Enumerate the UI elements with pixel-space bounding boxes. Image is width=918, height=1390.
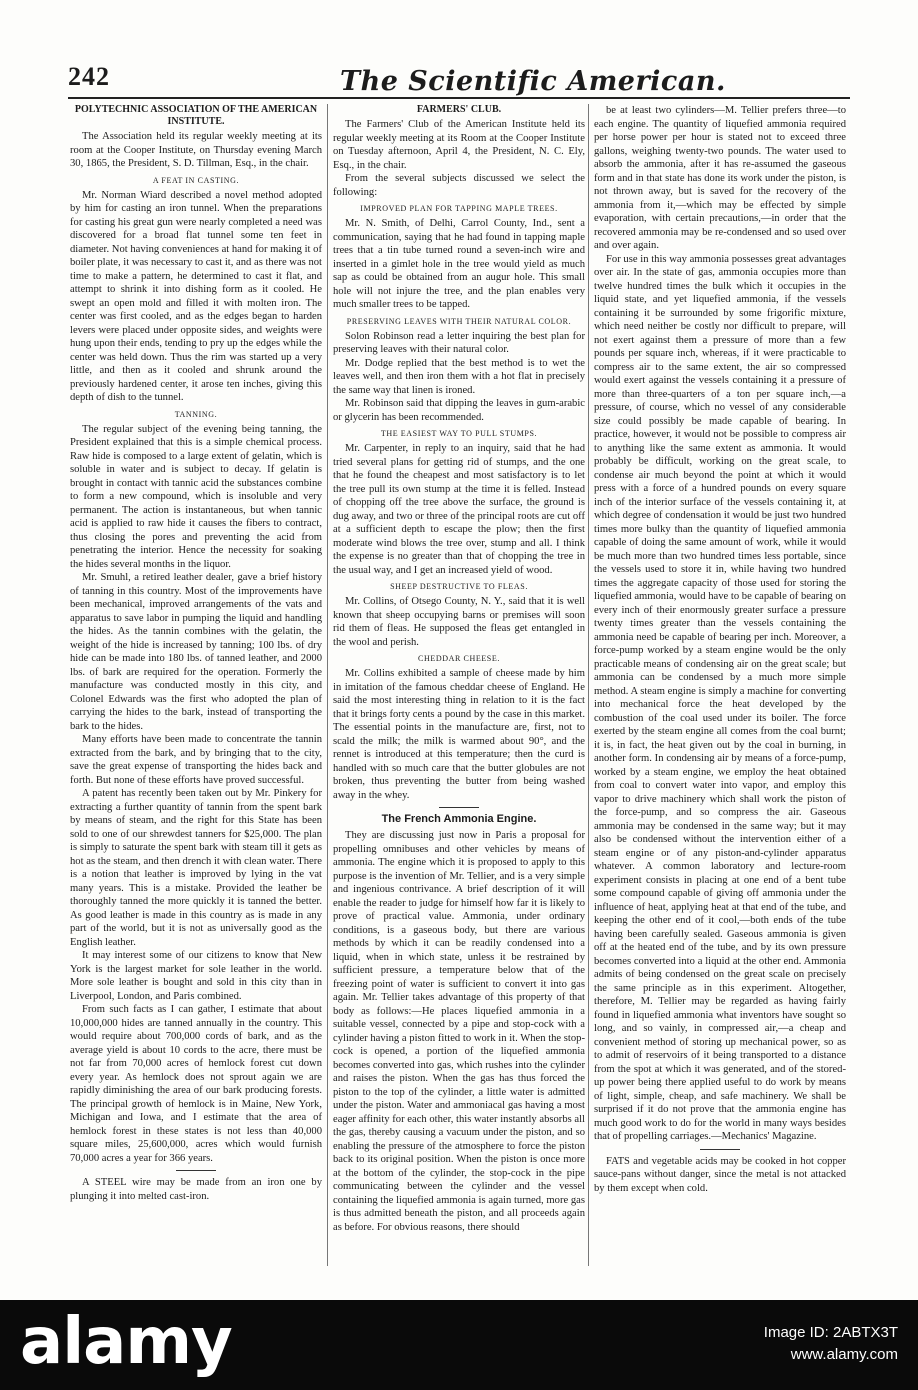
header-rule	[68, 97, 850, 99]
paragraph: Mr. Smuhl, a retired leather dealer, gave a brief history of tanning in this country. Most of the improvements have been mechanical, improved arrangements of the vats and apparatus to save labor in pumping the liquid and handling the hides. As the tannin combines with the gelatin, the weight of the hide is increased by tanning; 100 lbs. of dry hide can be made into 180 lbs. of tanned leather, and 2000 lbs. of bark are required for the operation. Formerly the manufacture was conducted mostly in this city, and Colonel Edwards was the first who adopted the plan of carrying the hides to the bark, instead of transporting the bark to the hides.	[70, 572, 322, 732]
paragraph: The Association held its regular weekly meeting at its room at the Cooper Institute, on Thursday evening March 30, 1865, the President, S. D. Tillman, Esq., in the chair.	[70, 131, 322, 169]
subsection-heading: A FEAT IN CASTING.	[152, 175, 240, 185]
paragraph: It may interest some of our citizens to know that New York is the largest market for sole leather in the world. More sole leather is bought and sold in this city than in Liverpool, London, and Paris combined.	[70, 950, 322, 1002]
article-column-2	[333, 104, 585, 1234]
article-column-3	[594, 104, 846, 1195]
stock-reference	[764, 1322, 898, 1366]
paragraph: A patent has recently been taken out by Mr. Pinkery for extracting a further quantity of tannin from the spent bark by means of steam, and the right for this State has been sold to one of our shrewdest tanners for $25,000. The plan is simply to saturate the spent bark with steam till it gets as hot as the steam, and then drench it with clean water. There is a notion that leather is improved by lying in the vat many years. This is a mistake. Provided the leather be thoroughly tanned the more quickly it is tanned the better. As good leather is made in this country as is made in any part of the world, but it is not as universally good as the English leather.	[70, 788, 322, 948]
paragraph: They are discussing just now in Paris a proposal for propelling omnibuses and other vehicles by means of ammonia. The engine which it is proposed to apply to this purpose is the invention of Mr. Tellier, and is a very simple and ingenious contrivance. A brief description of it will enable the reader to judge for himself how far it is likely to prove of practical value. Ammonia, under ordinary conditions, is a gaseous body, but there are various methods by which it can be readily condensed into a liquid, when in which state, unless it be restrained by sufficient pressure, a temperature below that of the freezing point of water is sufficient to convert it into gas again. Mr. Tellier takes advantage of this property of that body as follows:—He places liquefied ammonia in a suitable vessel, connected by a pipe and stop-cock with a cylinder having a piston fitted to work in it. When the stop-cock is opened, a portion of the liquefied ammonia becomes converted into gas, which rushes into the cylinder and raises the piston. When the gas has thus forced the piston to the top of the cylinder, a little water is admitted under the piston. Water and ammoniacal gas having a most eager affinity for each other, this water instantly absorbs all the gas, thereby causing a vacuum under the piston, and so enabling the pressure of the atmosphere to force the piston back to its original position. When the piston is once more at the bottom of the cylinder, the stop-cock in the pipe communicating between the cylinder and the vessel containing the liquefied ammonia is again turned, more gas is thus admitted beneath the piston, and all proceeds again as before. For obvious reasons, there should	[333, 830, 585, 1233]
paragraph: Mr. Dodge replied that the best method is to wet the leaves well, and then iron them with a hot flat in precisely the same way that linen is ironed.	[333, 357, 585, 396]
column-divider	[588, 104, 589, 1266]
separator-rule	[439, 807, 479, 808]
paragraph: Mr. Collins exhibited a sample of cheese made by him in imitation of the famous cheddar cheese of England. He said the most interesting thing in relation to it is the fact that it brings forty cents a pound by the case in this market. The essential points in the manufacture are, first, not to scald the milk; the milk is warmed about 90°, and the rennet is introduced at this temperature; then the curd is handled with so much care that the butter globules are not broken, thus preventing the butter from being washed away in the whey.	[333, 668, 585, 801]
paragraph: A STEEL wire may be made from an iron one by plunging it into melted cast-iron.	[70, 1177, 322, 1202]
paragraph: Mr. Robinson said that dipping the leaves in gum-arabic or glycerin has been recommended.	[333, 398, 585, 423]
paragraph: From the several subjects discussed we select the following:	[333, 173, 585, 198]
paragraph: Many efforts have been made to concentrate the tannin extracted from the bark, and by bringing that to the city, save the great expense of transporting the hides back and forth. But none of these efforts have proved successful.	[70, 734, 322, 786]
separator-rule	[176, 1170, 216, 1171]
column-divider	[327, 104, 328, 1266]
article-column-1	[70, 104, 322, 1203]
masthead-title: The Scientific American.	[340, 66, 726, 97]
paragraph: Mr. Norman Wiard described a novel method adopted by him for casting an iron tunnel. When the preparations for casting his great gun were nearly completed a need was discovered for a broad flat tunnel some ten feet in diameter. Not having conveniences at hand for making it of boiler plate, it was necessary to cast it, and as there was not time to make a pattern, he determined to cast it flat, and attempt to shrink it into dishing form as it cooled. He swept an open mold and filled it with molten iron. The center was first cooled, and as the edges began to harden levers were placed under opposite sides, and weights were hung upon their ends, tending to pry up the edges while the center was held down. Thus the rim was started up a very little, and then as it cooled and shrunk around the previously hardened center, it arose ten inches, giving this depth of dish to the tunnel.	[70, 189, 322, 403]
subsection-heading: SHEEP DESTRUCTIVE TO FLEAS.	[390, 582, 528, 591]
paragraph: be at least two cylinders—M. Tellier prefers three—to each engine. The quantity of liquefied ammonia required per horse power per hour is stated not to exceed three gallons, weighing twenty-two pounds. The water used to absorb the ammonia, after it has re-assumed the gaseous form and in that state has done its work under the piston, is not thrown away, but is saved for the recovery of the ammonia from it,—which may be effected by simple evaporation, with certain precautions,—in order that the recovered ammonia may be re-condensed and so used over and over again.	[594, 105, 846, 251]
paragraph: Mr. Collins, of Otsego County, N. Y., said that it is well known that sheep occupying barns or premises will soon rid them of fleas. He supposed the fleas get entangled in the wool and perish.	[333, 596, 585, 648]
paragraph: Solon Robinson read a letter inquiring the best plan for preserving leaves with their natural color.	[333, 330, 585, 355]
paragraph: For use in this way ammonia possesses great advantages over air. In the state of gas, ammonia occupies more than twelve hundred times the bulk which it occupies in the liquid state, and yet liquefied ammonia, if the vessels containing it be surrounded by some frigorific mixture, which need neither be costly nor difficult to prepare, will not exert against them a pressure of more than a few pounds per square inch, whereas, if it were practicable to compress air to the same extent, the air so compressed would exert against the vessels containing it a pressure of more than three-quarters of a ton per square inch,—a pressure, of course, which no vessel of any considerable size could possibly be made capable of bearing. In practice, however, it would not be possible to compress air to anything like the same extent as ammonia. It would probably be difficult, working on the great scale, to condense air much beyond the point at which it would press with a force of a hundred pounds on every square inch of the interior surface of the vessels containing it, at which degree of condensation it would be just two hundred times more bulky than the quantity of liquefied ammonia capable of doing the same amount of work, while it would be much more than two hundred times less portable, since the vessels used to store it in, while having two hundred times the aggregate capacity of those used for storing the liquefied ammonia, would have to be capable of bearing on every inch of their enormously greater surface a pressure twenty times greater than the vessels containing the ammonia need be capable of bearing per inch. Moreover, a force-pump worked by a steam engine would be the only practicable means of condensing air on the great scale; but ammonia can be condensed by a much more simple method. A steam engine is simply a machine for converting into mechanical force the heat developed by the combustion of the coal used under its boiler. The force exerted by the steam engine all comes from the coal burnt; it is, in fact, the heat given out by the coal in burning, in another form. In condensing air by means of a force-pump, worked by a steam engine, we employ the heat obtained from coal to convert water into vapor, and employ this vapor to drive machinery which shall work the piston of the force-pump, and so compress the air. Gaseous ammonia may be condensed in the same way; but it may also be condensed without the intervention either of a steam engine or of any piston-and-cylinder apparatus whatever. A common laboratory and lecture-room experiment consists in placing at one end of a bent tube some compound capable of giving off ammonia under the influence of heat, applying heat at that end of the tube, and keeping the other end of it cool,—both ends of the tube having been carefully sealed. Gaseous ammonia is given off at the heated end of the tube, and by its own pressure becomes converted into a liquid at the other end. Ammonia admits of being condensed on the great scale on precisely the same principle as in this experiment. Altogether, therefore, M. Tellier may be regarded as having fairly found in liquefied ammonia what inventors have sought so long, and so vainly, in compressed air,—a cheap and convenient method of storing up mechanical power, so as to admit of reservoirs of it being transported to a distance from the spot at which it was generated, and of the stored-up power being there applied useful to do work by means of light, simple, cheap, and safe machinery. We shall be surprised if it do not prove that the ammonia engine has much good work to do for the world in many ways besides that of propelling carriages.—Mechanics' Magazine.	[594, 253, 846, 1142]
subsection-heading: TANNING.	[174, 409, 218, 419]
paragraph: The Farmers' Club of the American Institute held its regular weekly meeting at its Room at the Cooper Institute on Tuesday afternoon, April 4, the President, N. C. Ely, Esq., in the chair.	[333, 119, 585, 171]
paragraph: Mr. Carpenter, in reply to an inquiry, said that he had tried several plans for getting rid of stumps, and the one that he found the cheapest and most satisfactory is to let the tree pull its own stump at the time it is felled. Instead of chopping off the tree above the surface, the ground is dug away, and two or three of the principal roots are cut off at a sufficient depth to escape the plow; then the first moderate wind blows the tree over, stump and all. I think the expense is no greater than that of chopping the tree in the usual way, and I get an increased yield of wood.	[333, 443, 585, 576]
stock-logo: alamy	[20, 1305, 232, 1379]
section-heading: POLYTECHNIC ASSOCIATION OF THE AMERICAN INSTITUTE.	[74, 104, 318, 127]
subsection-heading: THE EASIEST WAY TO PULL STUMPS.	[380, 429, 538, 438]
page-number: 242	[68, 62, 110, 91]
subsection-heading: IMPROVED PLAN FOR TAPPING MAPLE TREES.	[360, 204, 558, 213]
article-heading: The French Ammonia Engine.	[381, 813, 537, 825]
paragraph: From such facts as I can gather, I estimate that about 10,000,000 hides are tanned annually in the country. This would require about 700,000 cords of bark, and as the average yield is about 10 cords to the acre, there must be not far from 70,000 acres of hemlock forest cut down every year. As hemlock does not sprout again we are rapidly diminishing the area of our bark producing forests. The principal growth of hemlock is in Maine, New York, Michigan and Iowa, and I estimate that the area of hemlock forest in these states is not less than 40,000 square miles, 25,600,000, acres which would furnish 70,000 acres a year for 366 years.	[70, 1004, 322, 1164]
paragraph: The regular subject of the evening being tanning, the President explained that this is a simple chemical process. Raw hide is composed to a large extent of gelatin, which is soluble in water and is subject to decay. If gelatin is brought in contact with tannic acid the substances combine to form a new compound, which is insoluble and very permanent. The action is instantaneous, but when tannic acid is applied to raw hide it causes the fibers to contract, thus closing the pores and preventing the acid from penetrating the interior. Hence the necessity for soaking the hides several months in the liquor.	[70, 423, 322, 570]
separator-rule	[700, 1149, 740, 1150]
site-url-text: www.alamy.com	[790, 1346, 898, 1363]
subsection-heading: CHEDDAR CHEESE.	[418, 654, 500, 663]
paragraph: FATS and vegetable acids may be cooked in hot copper sauce-pans without danger, since the metal is not attacked by them except when cold.	[594, 1155, 846, 1194]
image-id-text: Image ID: 2ABTX3T	[763, 1324, 898, 1341]
paragraph: Mr. N. Smith, of Delhi, Carrol County, Ind., sent a communication, saying that he had found in tapping maple trees that a tin tube turned round a seven-inch wire and inserted in a gimlet hole in the tree would yield as much sap as could be obtained from an augur hole. This small hole will not injure the tree, and the plan enables very much smaller trees to be tapped.	[333, 218, 585, 310]
section-heading: FARMERS' CLUB.	[416, 104, 502, 115]
subsection-heading: PRESERVING LEAVES WITH THEIR NATURAL COLOR.	[346, 316, 572, 326]
